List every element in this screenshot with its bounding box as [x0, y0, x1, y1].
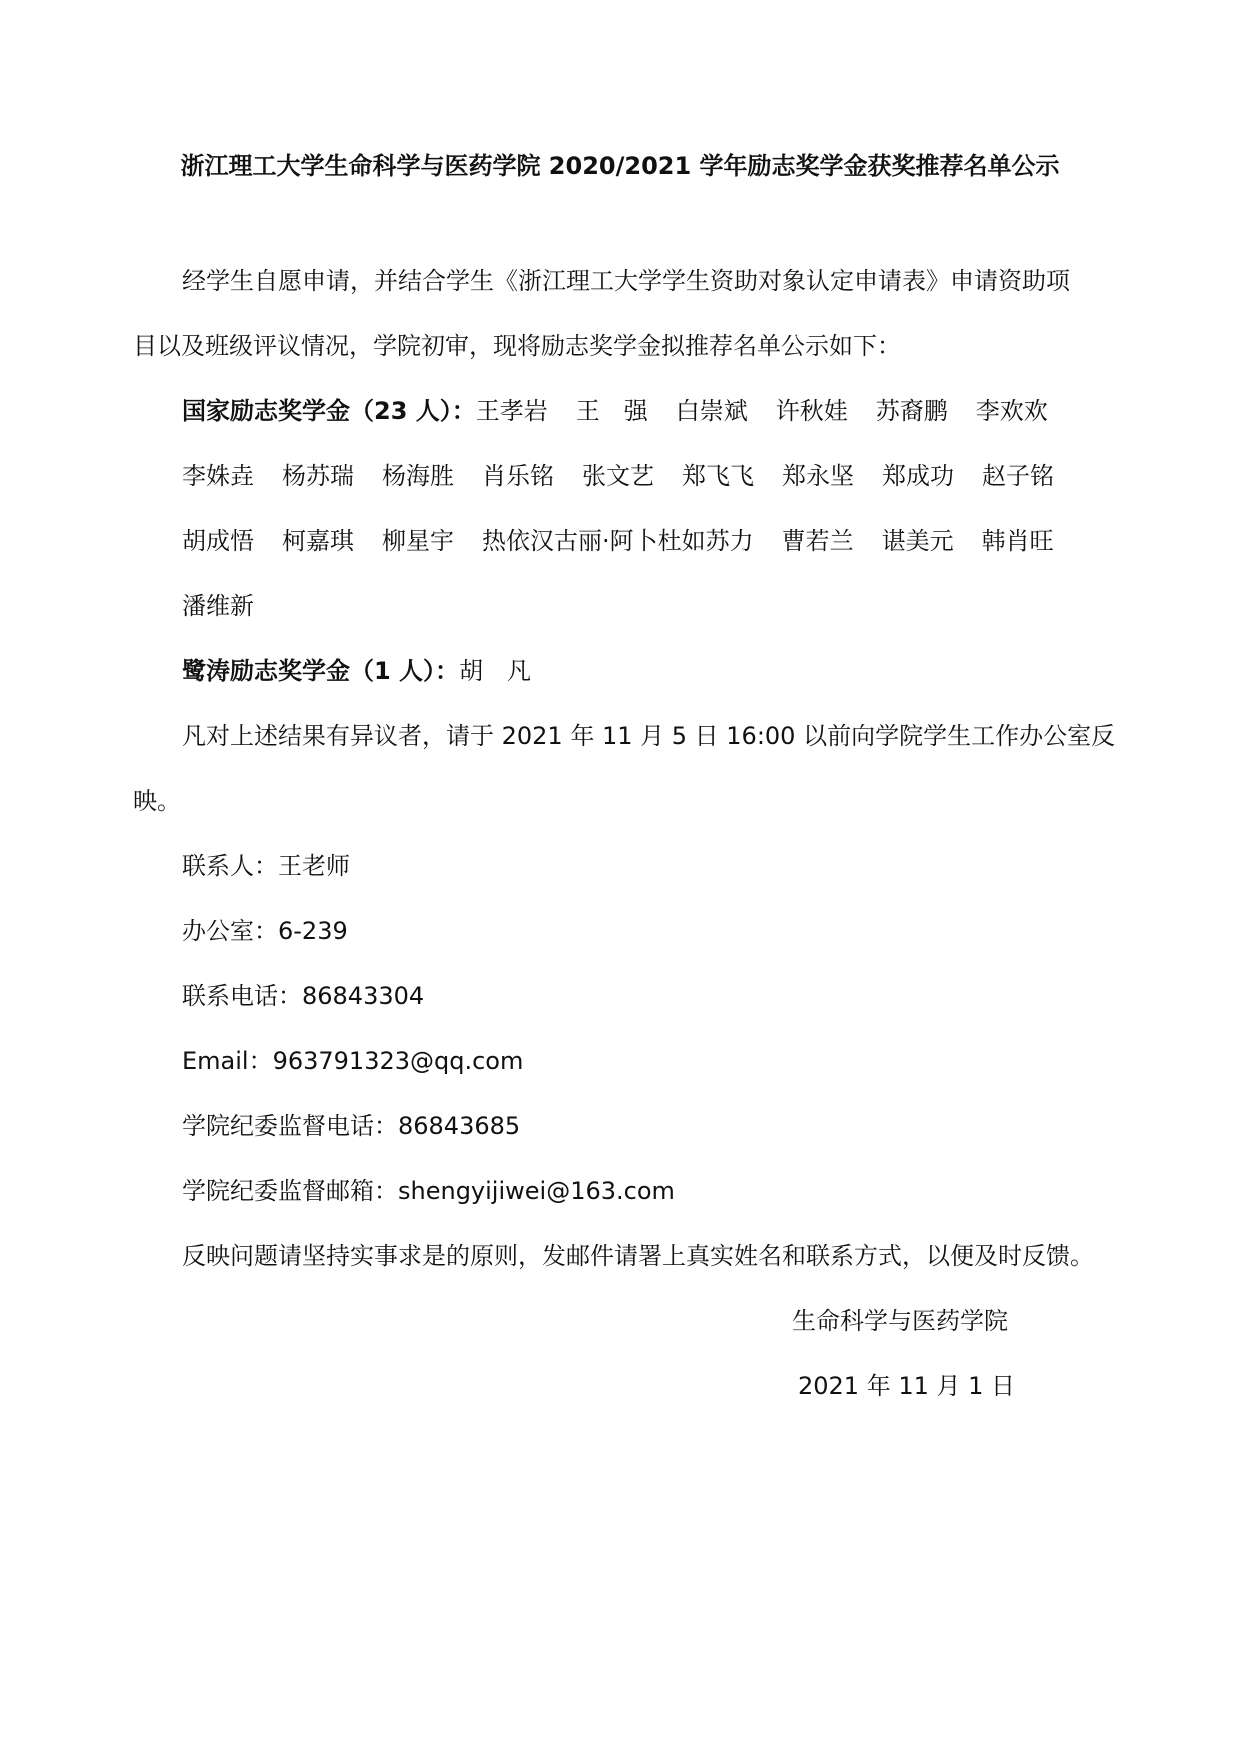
- recipient-name: 郑成功: [882, 462, 954, 490]
- recipient-name: 曹若兰: [781, 527, 854, 555]
- lutao-scholarship-label: 鹭涛励志奖学金（1 人）：: [182, 657, 460, 685]
- recipient-name: 郑永坚: [782, 462, 854, 490]
- recipient-name: 谌美元: [881, 527, 954, 555]
- contact-phone: 联系电话：86843304: [182, 982, 425, 1010]
- recipient-name: 许秋娃: [775, 397, 848, 425]
- signature-org: 生命科学与医药学院: [792, 1307, 1008, 1335]
- recipient-name: 胡 凡: [459, 657, 532, 685]
- recipient-name: 柳星宇: [382, 527, 454, 555]
- lutao-row: [182, 655, 531, 687]
- intro-line-2: 目以及班级评议情况，学院初审，现将励志奖学金拟推荐名单公示如下：: [133, 332, 901, 360]
- recipient-name: 白崇斌: [675, 397, 748, 425]
- recipient-name: 潘维新: [182, 592, 254, 620]
- recipient-name: 热依汉古丽·阿卜杜如苏力: [482, 527, 754, 555]
- objection-line-2: 映。: [133, 787, 181, 815]
- national-scholarship-label: 国家励志奖学金（23 人）：: [182, 397, 476, 425]
- recipient-name: 李欢欢: [975, 397, 1048, 425]
- recipient-name: 柯嘉琪: [282, 527, 354, 555]
- recipient-name: 胡成悟: [182, 527, 254, 555]
- contact-person: 联系人：王老师: [182, 852, 350, 880]
- contact-email: Email：963791323@qq.com: [182, 1047, 524, 1075]
- recipient-name: 王 强: [575, 397, 648, 425]
- recipient-name: 王孝岩: [475, 397, 548, 425]
- recipient-name: 肖乐铭: [482, 462, 554, 490]
- recipient-name: 苏裔鹏: [875, 397, 948, 425]
- feedback-note: 反映问题请坚持实事求是的原则，发邮件请署上真实姓名和联系方式，以便及时反馈。: [182, 1242, 1094, 1270]
- supervision-email: 学院纪委监督邮箱：shengyijiwei@163.com: [182, 1177, 675, 1205]
- recipient-name: 张文艺: [582, 462, 654, 490]
- national-row-2: [182, 460, 1054, 492]
- recipient-name: 赵子铭: [982, 462, 1054, 490]
- recipient-name: 郑飞飞: [682, 462, 754, 490]
- intro-line-1: 经学生自愿申请，并结合学生《浙江理工大学学生资助对象认定申请表》申请资助项: [182, 267, 1070, 295]
- page-title: 浙江理工大学生命科学与医药学院 2020/2021 学年励志奖学金获奖推荐名单公示: [180, 152, 1060, 180]
- recipient-name: 李姝垚: [182, 462, 254, 490]
- national-row-4: [182, 590, 254, 622]
- office-room: 办公室：6-239: [182, 917, 348, 945]
- signature-date: 2021 年 11 月 1 日: [798, 1372, 1016, 1400]
- national-row-1: [182, 395, 1048, 427]
- recipient-name: 杨海胜: [382, 462, 454, 490]
- objection-line-1: 凡对上述结果有异议者，请于 2021 年 11 月 5 日 16:00 以前向学院学生工作办公室反: [182, 722, 1116, 750]
- national-row-3: [182, 525, 1054, 557]
- recipient-name: 杨苏瑞: [282, 462, 354, 490]
- recipient-name: 韩肖旺: [981, 527, 1054, 555]
- supervision-phone: 学院纪委监督电话：86843685: [182, 1112, 521, 1140]
